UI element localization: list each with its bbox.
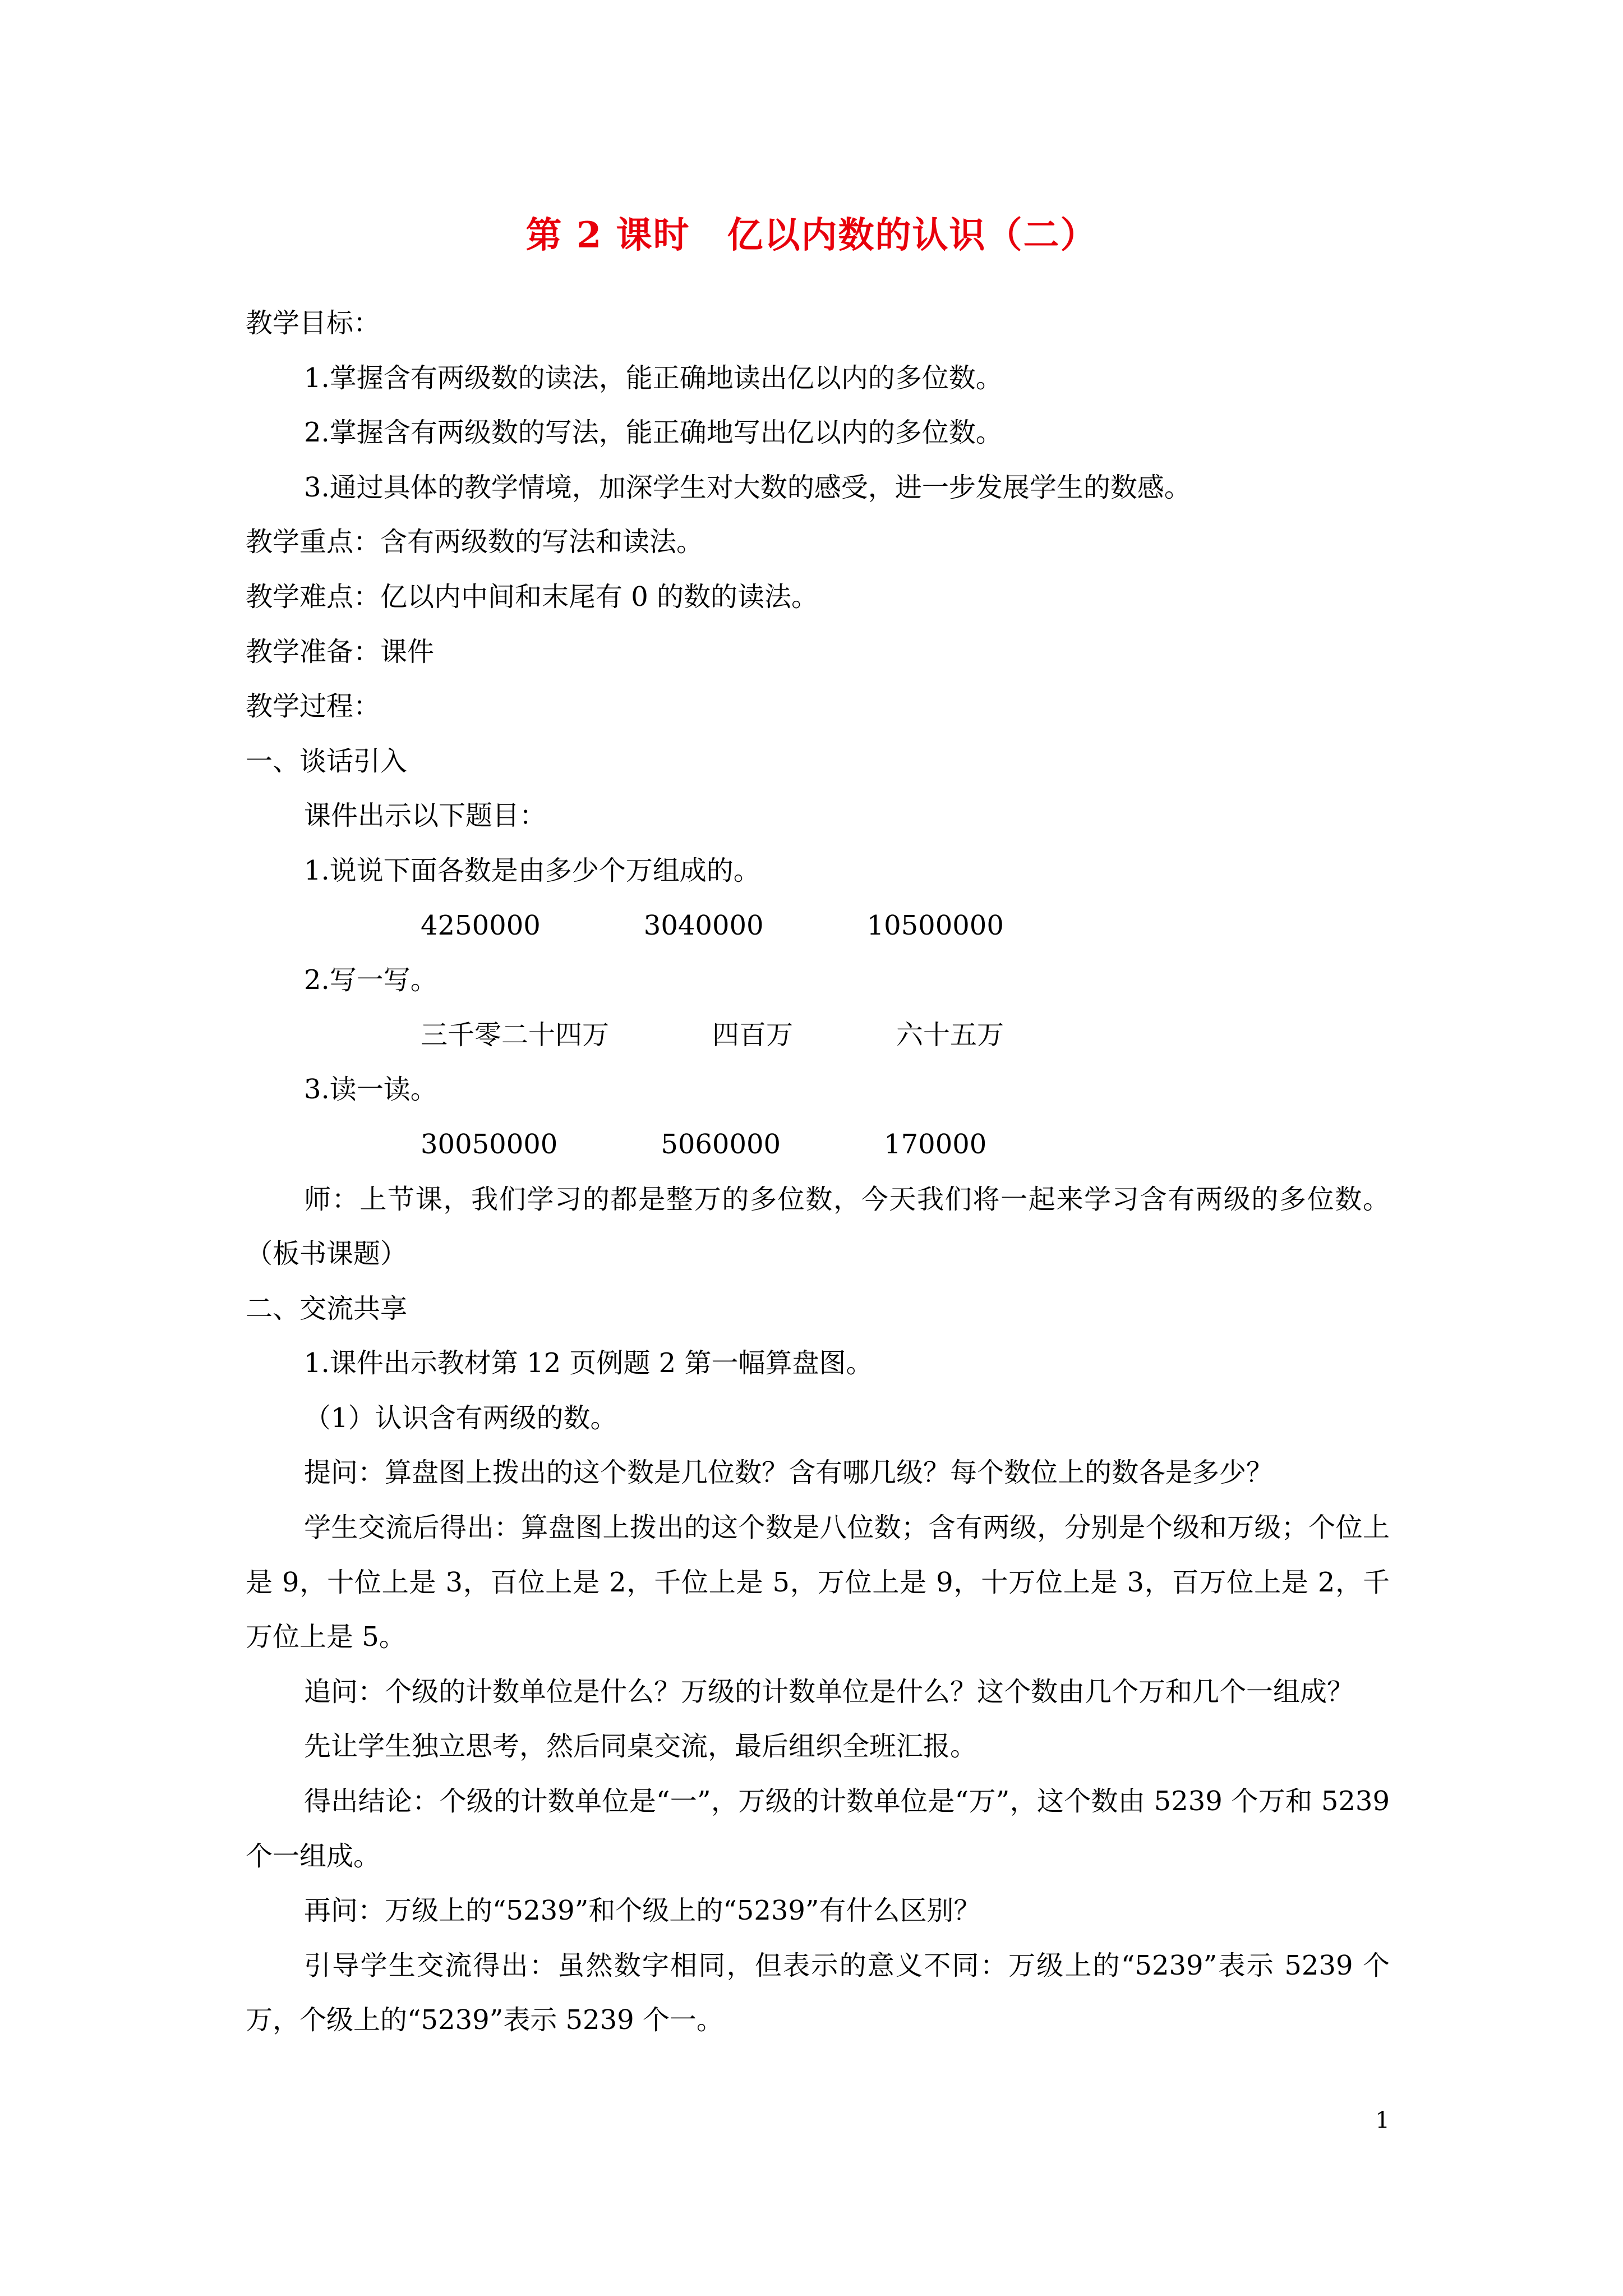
- key-points: 教学重点：含有两级数的写法和读法。: [246, 526, 704, 558]
- paragraph: 课件出示以下题目：: [304, 800, 547, 832]
- paragraph: 1.课件出示教材第 12 页例题 2 第一幅算盘图。: [304, 1347, 873, 1379]
- objective-item: 2.掌握含有两级数的写法，能正确地写出亿以内的多位数。: [304, 417, 1003, 449]
- number-item: 四百万: [712, 1019, 794, 1051]
- number-item: 170000: [884, 1128, 987, 1160]
- process-label: 教学过程：: [246, 691, 381, 723]
- question: 1.说说下面各数是由多少个万组成的。: [304, 854, 760, 886]
- number-item: 4250000: [421, 909, 541, 941]
- number-item: 3040000: [643, 909, 764, 941]
- number-row: [246, 1117, 1390, 1172]
- document-body: [246, 296, 1390, 2048]
- number-item: 30050000: [421, 1128, 558, 1160]
- question: 2.写一写。: [304, 964, 437, 996]
- paragraph: 学生交流后得出：算盘图上拨出的这个数是八位数；含有两级，分别是个级和万级；个位上是 9，十位上是 3，百位上是 2，千位上是 5，万位上是 9，十万位上是 3，百万位上是 2，千万位上是 5。: [246, 1512, 1390, 1653]
- paragraph: 得出结论：个级的计数单位是“一”，万级的计数单位是“万”，这个数由 5239 个万和 5239 个一组成。: [246, 1786, 1390, 1872]
- number-item: 六十五万: [896, 1019, 1004, 1051]
- objective-item: 3.通过具体的教学情境，加深学生对大数的感受，进一步发展学生的数感。: [304, 471, 1191, 503]
- paragraph: 先让学生独立思考，然后同桌交流，最后组织全班汇报。: [304, 1731, 978, 1763]
- number-item: 三千零二十四万: [421, 1019, 610, 1051]
- paragraph: 引导学生交流得出：虽然数字相同，但表示的意义不同：万级上的“5239”表示 5239 个万，个级上的“5239”表示 5239 个一。: [246, 1949, 1390, 2036]
- preparation: 教学准备：课件: [246, 636, 435, 668]
- section-heading: 一、谈话引入: [246, 745, 408, 777]
- paragraph: 师：上节课，我们学习的都是整万的多位数，今天我们将一起来学习含有两级的多位数。（板书课题）: [246, 1183, 1390, 1270]
- number-row: [246, 1008, 1390, 1063]
- number-item: 5060000: [661, 1128, 781, 1160]
- number-item: 10500000: [866, 909, 1004, 941]
- paragraph: 再问：万级上的“5239”和个级上的“5239”有什么区别？: [304, 1895, 981, 1927]
- objectives-label: 教学目标：: [246, 307, 381, 339]
- number-row: [246, 899, 1390, 954]
- section-heading: 二、交流共享: [246, 1292, 408, 1324]
- objective-item: 1.掌握含有两级数的读法，能正确地读出亿以内的多位数。: [304, 362, 1003, 394]
- paragraph: 提问：算盘图上拨出的这个数是几位数？含有哪几级？每个数位上的数各是多少？: [304, 1457, 1274, 1489]
- page-number: 1: [1375, 2108, 1390, 2133]
- difficulties: 教学难点：亿以内中间和末尾有 0 的数的读法。: [246, 581, 819, 613]
- paragraph: 追问：个级的计数单位是什么？万级的计数单位是什么？这个数由几个万和几个一组成？: [304, 1676, 1354, 1708]
- lesson-title: 第 2 课时 亿以内数的认识（二）: [525, 214, 1098, 256]
- paragraph: （1）认识含有两级的数。: [304, 1402, 617, 1434]
- question: 3.读一读。: [304, 1074, 437, 1106]
